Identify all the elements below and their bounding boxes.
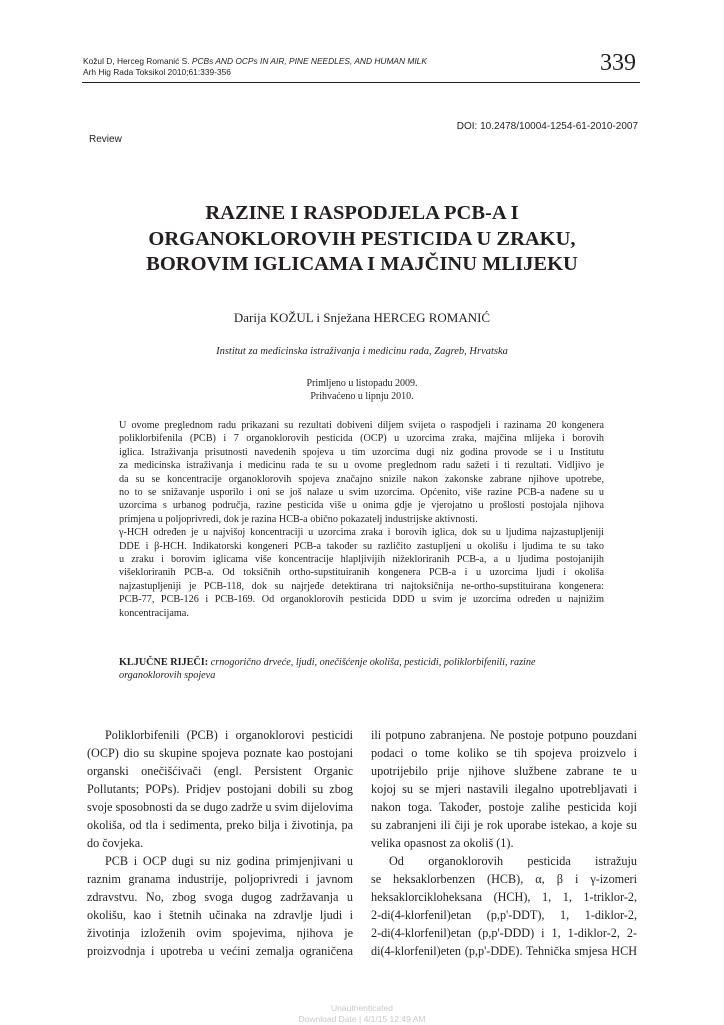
body-line: kojoj su se mjeri nastavili ilegalno upotrebljavati i: [371, 782, 637, 796]
body-line: Pollutants; POPs). Pridjev postojani dobili su zbog: [87, 782, 353, 796]
page-number: 339: [600, 50, 636, 76]
body-line: svoje sposobnosti da se dugo zadrže u svim dijelovima: [87, 800, 353, 814]
body-line: heksaklorcikloheksana (HCH), 1, 1, 1-triklor-2,: [371, 890, 637, 904]
title-line: BOROVIM IGLICAMA I MAJČINU MLIJEKU: [146, 253, 578, 275]
body-line: 2-di(4-klorfenil)etan (p,p'-DDT), 1, 1-diklor-2,: [371, 908, 637, 922]
running-head-citation: Arh Hig Rada Toksikol 2010;61:339-356: [83, 67, 231, 77]
body-line: životinja izloženih ovim spojevima, njihova je: [87, 926, 353, 940]
body-line: do čovjeka.: [87, 836, 144, 850]
running-head: [83, 56, 427, 78]
abstract-line: iglica. Istraživanja prisutnosti navedenih spojeva u tim uzorcima dugi niz godina provode se i u Institutu: [119, 446, 604, 458]
body-line: velika opasnost za okoliš (1).: [371, 836, 514, 850]
download-footer: [0, 1003, 724, 1025]
doi: DOI: 10.2478/10004-1254-61-2010-2007: [456, 121, 638, 132]
abstract-line: višekloriranih PCB-a. Od toksičnih ortho-supstituiranih kongenera PCB-a i u uzorcima ljudi i okoliša: [119, 567, 604, 579]
running-head-line1: [83, 56, 427, 67]
body-column-right: [371, 726, 637, 960]
abstract-line: DDE i β-HCH. Indikatorski kongeneri PCB-a također su različito zastupljeni u okolišu i ljudima te su tako: [119, 540, 604, 552]
body-column-left: [87, 726, 353, 960]
body-line: okolišu, kao i štetnih učinaka na zdravlje ljudi i: [87, 908, 353, 922]
body-line: Poliklorbifenili (PCB) i organoklorovi pesticidi: [105, 728, 353, 742]
body-line: 2-di(4-klorfenil)etan (p,p'-DDD) i 1, 1-diklor-2, 2-: [371, 926, 637, 940]
header-rule: [82, 82, 640, 83]
received-date: Primljeno u listopadu 2009.: [306, 378, 418, 389]
abstract-line: u zraku i borovim iglicama više koncentracije hlapljivijih nižekloriranih PCB-a, a u ljudima postojanijih: [119, 554, 604, 566]
footer-auth-status: Unauthenticated: [331, 1003, 393, 1013]
body-line: zdravstvu. No, zbog svoga dugog zadržavanja u: [87, 890, 353, 904]
body-line: organski onečišćivači (engl. Persistent Organic: [87, 764, 353, 778]
keywords-text: organoklorovih spojeva: [119, 670, 216, 682]
article-title: [82, 201, 642, 278]
abstract: [119, 419, 604, 620]
article-type: Review: [89, 134, 122, 145]
body-line: proizvodnja i upotreba u većini zemalja ograničena: [87, 944, 353, 958]
abstract-line: primjena u poljoprivredi, dok je razina HCB-a obično pokazatelj industrijske aktivnosti.: [119, 513, 478, 525]
keywords-text: crnogorično drveće, ljudi, onečišćenje okoliša, pesticidi, poliklorbifenili, razine: [210, 657, 536, 668]
running-head-short-title: PCBs AND OCPs IN AIR, PINE NEEDLES, AND HUMAN MILK: [191, 56, 427, 66]
accepted-date: Prihvaćeno u lipnju 2010.: [310, 390, 414, 402]
running-head-authors: Kožul D, Herceg Romanić S.: [83, 56, 192, 66]
abstract-line: uzorcima s urbanog područja, razine pesticida više u onima gdje je vjerojatno u prošlosti postojala njihova: [119, 500, 604, 512]
body-line: okoliša, od tla i sedimenta, preko bilja i životinja, pa: [87, 818, 353, 832]
keywords-label: KLJUČNE RIJEČI:: [119, 657, 209, 668]
abstract-line: da su se koncentracije organoklorovih spojeva značajno snizile nakon zakonske zabrane njihove upotrebe,: [119, 473, 604, 485]
abstract-line: poliklorbifenila (PCB) i 7 organoklorovih pesticida (OCP) u uzorcima zraka, majčina mlijeka i borovih: [119, 433, 604, 445]
keywords: [119, 656, 604, 683]
title-line: ORGANOKLOROVIH PESTICIDA U ZRAKU,: [148, 227, 576, 250]
abstract-line: γ-HCH određen je u najvišoj koncentraciji u uzorcima zraka i borovih iglica, dok su u ljudima najzastupljeniji: [119, 527, 604, 539]
affiliation: Institut za medicinska istraživanja i medicinu rada, Zagreb, Hrvatska: [216, 346, 508, 357]
abstract-line: za medicinska istraživanja i medicinu rada te su u ovome preglednom radu sažeti i ti rezultati. Vidljivo je: [119, 460, 604, 472]
body-line: su zabranjeni ili čiji je rok uporabe istekao, a koje su: [371, 818, 637, 832]
footer-download-date: Download Date | 4/1/15 12:49 AM: [298, 1014, 426, 1024]
body-line: upotrijebilo prije njihove službene zabrane te u: [371, 764, 637, 778]
body-line: PCB i OCP dugi su niz godina primjenjivani u: [105, 854, 353, 868]
abstract-line: U ovome preglednom radu prikazani su rezultati dobiveni diljem svijeta o raspodjeli i razinama 20 kongenera: [119, 420, 604, 431]
abstract-line: koncentracijama.: [119, 607, 189, 619]
title-line: RAZINE I RASPODJELA PCB-A I: [205, 202, 519, 224]
authors: Darija KOŽUL i Snježana HERCEG ROMANIĆ: [233, 310, 491, 325]
body-line: nakon toga. Također, postoje zalihe pesticida koji: [371, 800, 637, 814]
body-line: Od organoklorovih pesticida istražuju: [389, 854, 637, 868]
body-line: se heksaklorbenzen (HCB), α, β i γ-izomeri: [371, 872, 637, 886]
keywords-line: [119, 656, 604, 669]
body-line: podaci o tome koliko se tih spojeva proizvelo i: [371, 746, 637, 760]
body-line: di(4-klorfenil)eten (p,p'-DDE). Tehnička smjesa HCH: [371, 944, 637, 958]
abstract-line: PCB-77, PCB-126 i PCB-169. Od organoklorovih pesticida DDD u svim je uzorcima određen u najnižim: [119, 594, 604, 606]
dates: [82, 378, 642, 403]
body-line: (OCP) dio su skupine spojeva poznate kao postojani: [87, 746, 353, 760]
body-line: ili potpuno zabranjena. Ne postoje potpuno pouzdani: [371, 728, 637, 742]
abstract-line: najzastupljeniji je PCB-118, dok su najrjeđe detektirana tri najtoksičnija ne-ortho-supstituirana kongenera:: [119, 580, 604, 592]
body-line: raznim granama industrije, poljoprivredi i javnom: [87, 872, 353, 886]
abstract-line: no to se snižavanje usporilo i oni se još nalaze u svim uzorcima. Općenito, više razine PCB-a nađene su u: [119, 487, 604, 499]
